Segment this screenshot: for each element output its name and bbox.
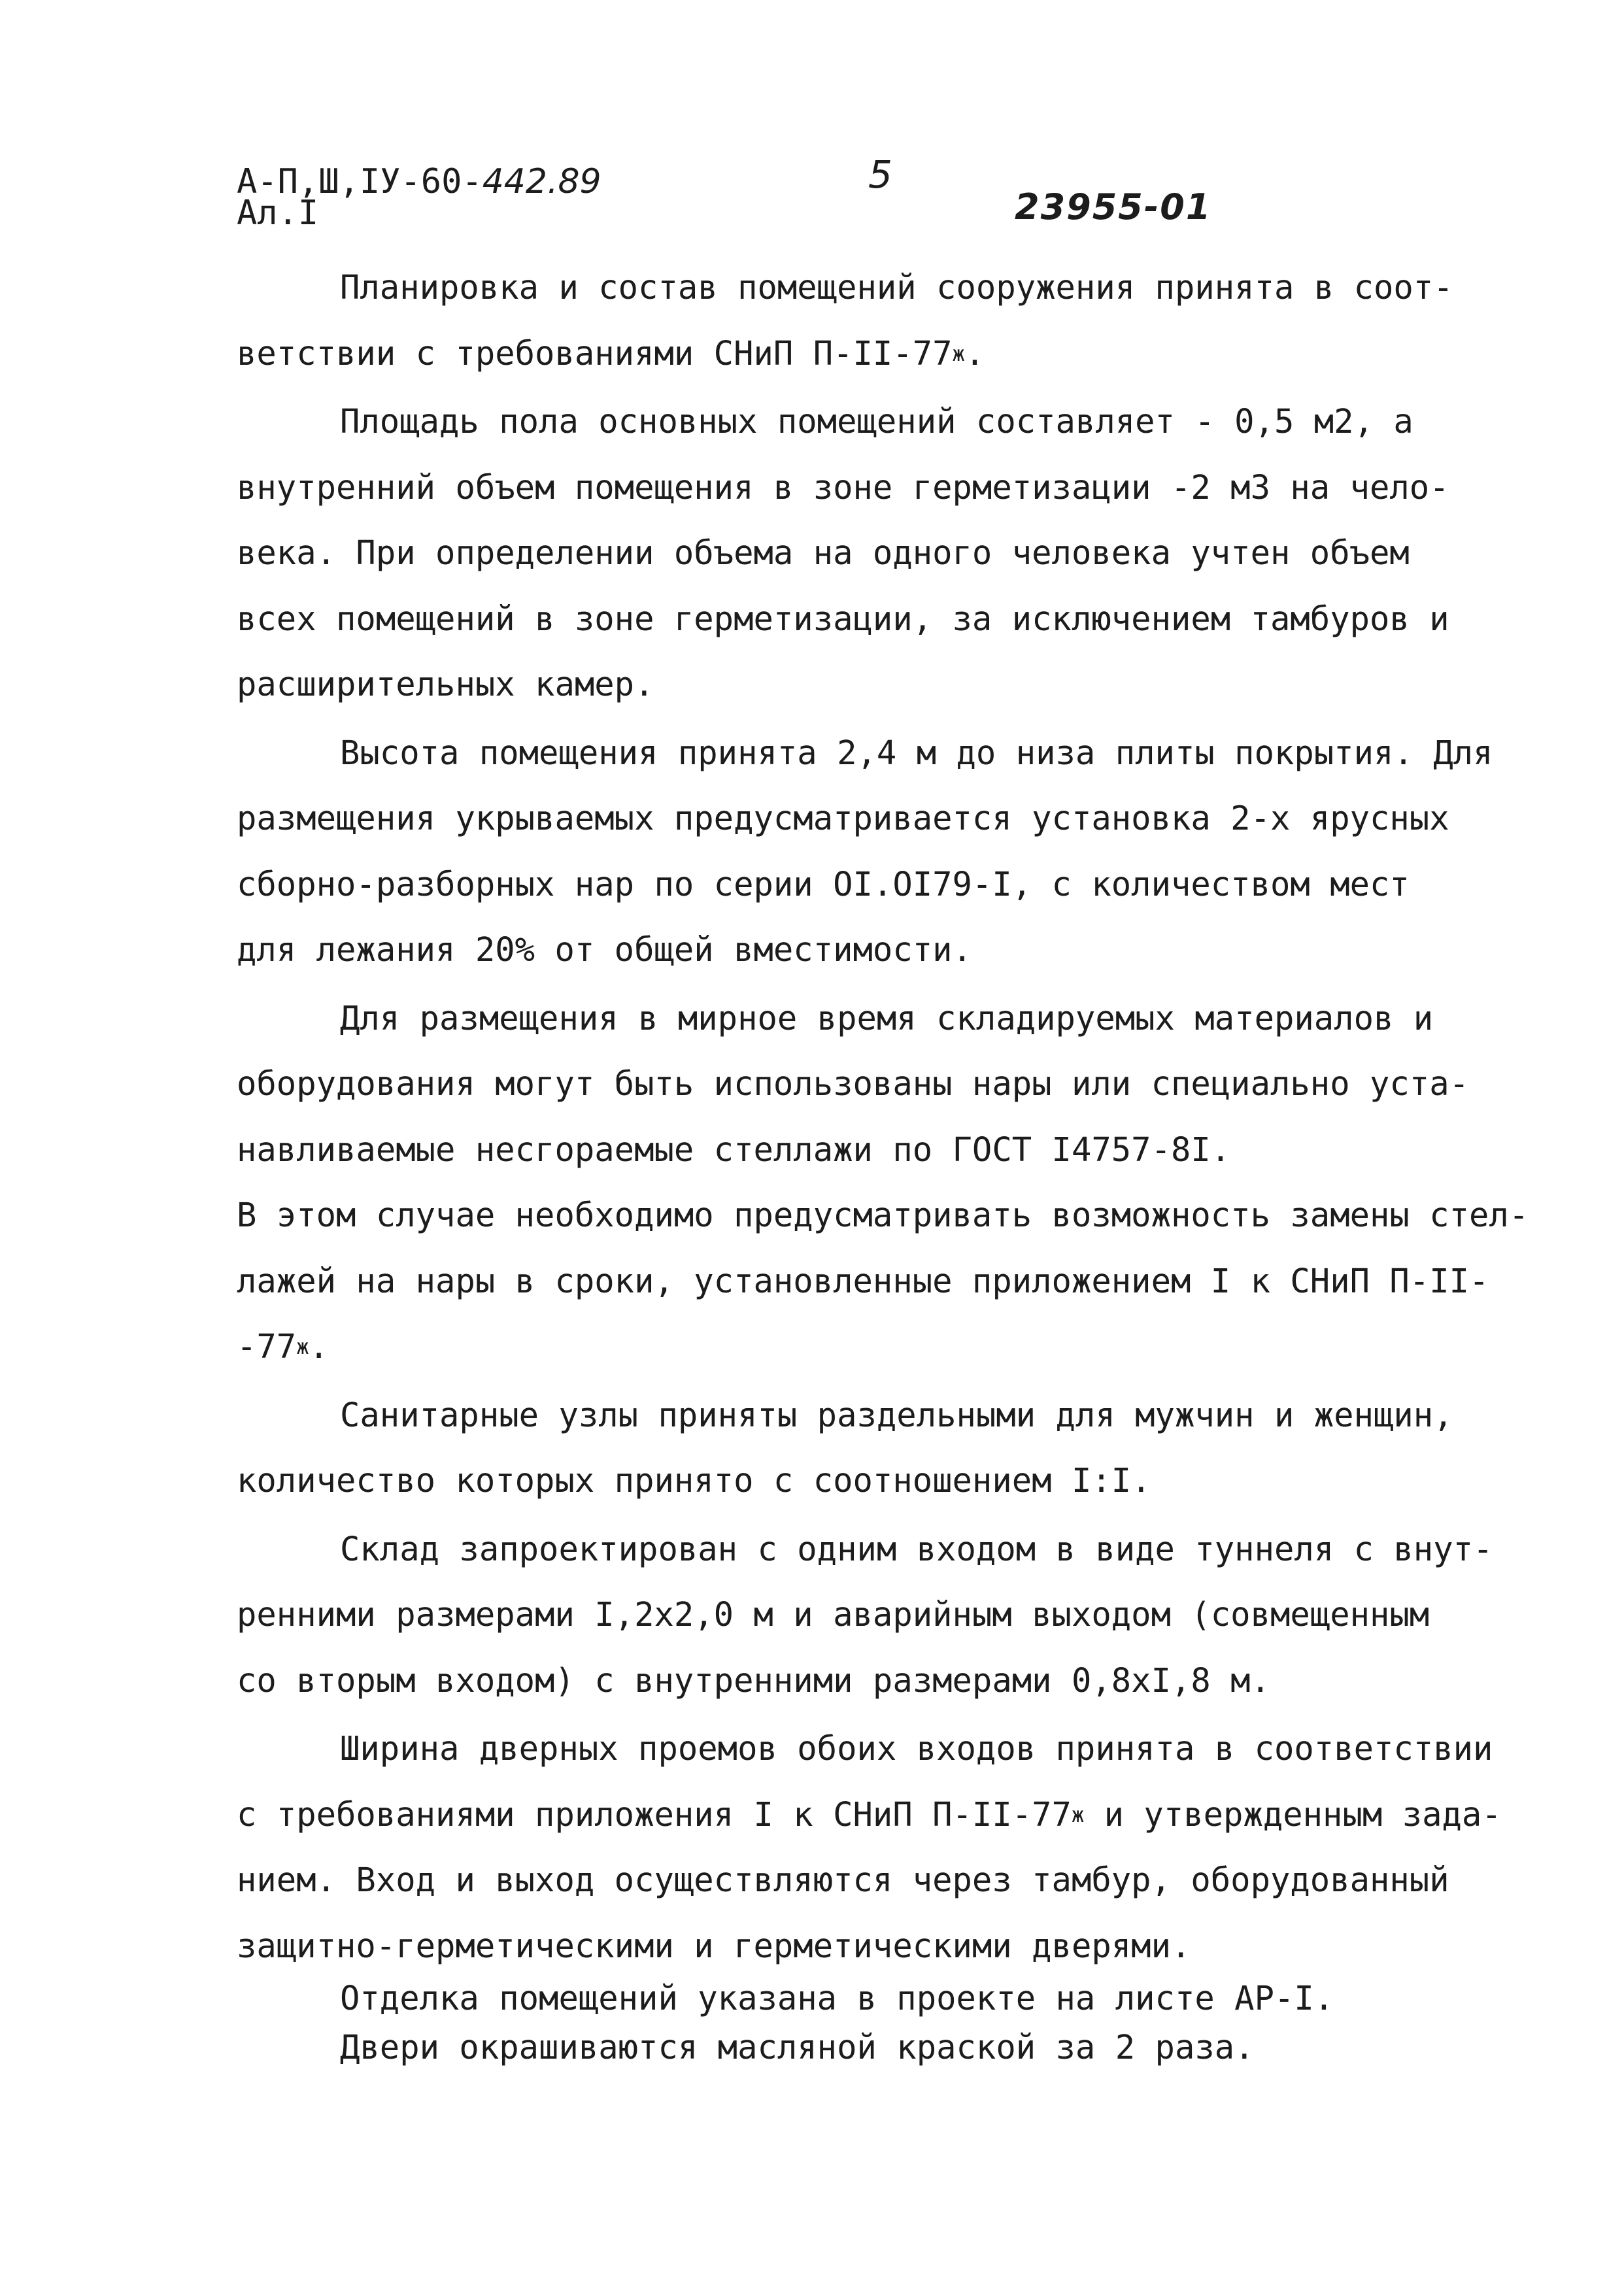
text-line <box>237 786 1538 852</box>
line-text: лажей на нары в сроки, установленные приложением I к СНиП П-II- <box>237 1261 1489 1300</box>
line-text: с требованиями приложения I к СНиП П-II-77 <box>237 1795 1072 1834</box>
text-line <box>237 917 1538 983</box>
line-text: Двери окрашиваются масляной краской за 2 раза. <box>340 2028 1255 2066</box>
line-text: оборудования могут быть использованы нары или специально уста- <box>237 1064 1470 1103</box>
line-text: количество которых принято с соотношением I:I. <box>237 1461 1151 1500</box>
line-text: защитно-герметическими и герметическими дверями. <box>237 1926 1191 1965</box>
line-text: всех помещений в зоне герметизации, за исключением тамбуров и <box>237 599 1449 638</box>
text-line <box>237 321 1538 387</box>
document-code-prefix: А-П,Ш,IУ-60- <box>237 162 482 201</box>
paragraph <box>237 720 1538 983</box>
line-text: сборно-разборных нар по серии OI.OI79-I, с количеством мест <box>237 864 1410 903</box>
text-line <box>237 1117 1538 1183</box>
line-text: -77 <box>237 1327 297 1366</box>
line-text-tail: . <box>964 333 985 373</box>
line-text: навливаемые несгораемые стеллажи по ГОСТ I4757-8I. <box>237 1130 1231 1169</box>
paragraph <box>237 255 1538 386</box>
line-text: Площадь пола основных помещений составляет - 0,5 м2, а <box>340 402 1413 441</box>
line-text: нием. Вход и выход осуществляются через тамбур, оборудованный <box>237 1861 1449 1899</box>
document-body <box>237 255 1538 2074</box>
line-text: размещения укрываемых предусматривается установка 2-х ярусных <box>237 799 1449 837</box>
text-line <box>237 1582 1538 1648</box>
text-line <box>237 1782 1538 1848</box>
line-text: со вторым входом) с внутренними размерами 0,8xI,8 м. <box>237 1661 1270 1700</box>
line-text-tail: и утвержденным зада- <box>1084 1795 1502 1834</box>
text-line <box>237 1448 1538 1514</box>
text-line <box>237 1847 1538 1914</box>
text-line <box>237 1974 1538 2023</box>
line-text: для лежания 20% от общей вместимости. <box>237 930 972 969</box>
line-text: Планировка и состав помещений сооружения принята в соот- <box>340 268 1453 307</box>
text-line <box>237 1183 1538 1249</box>
line-text: Санитарные узлы приняты раздельными для мужчин и женщин, <box>340 1395 1453 1434</box>
paragraph <box>237 986 1538 1380</box>
text-line <box>237 986 1538 1052</box>
line-text: ренними размерами I,2x2,0 м и аварийным выходом (совмещенным <box>237 1595 1430 1634</box>
line-text: внутренний объем помещения в зоне герметизации -2 м3 на чело- <box>237 467 1449 507</box>
paragraph <box>237 1517 1538 1714</box>
paragraph <box>237 389 1538 718</box>
document-number: 23955-01 <box>1015 186 1212 228</box>
text-line <box>237 1648 1538 1714</box>
text-line <box>237 652 1538 718</box>
text-line <box>237 720 1538 786</box>
superscript-mark: ж <box>952 341 965 366</box>
superscript-mark: ж <box>296 1334 309 1359</box>
text-line <box>237 1716 1538 1782</box>
text-line <box>237 1383 1538 1449</box>
paragraph <box>237 1716 1538 1979</box>
text-line <box>237 2023 1538 2072</box>
text-line <box>237 586 1538 652</box>
text-line <box>237 1517 1538 1583</box>
line-text: ветствии с требованиями СНиП П-II-77 <box>237 333 953 373</box>
text-line <box>237 389 1538 455</box>
line-text: века. При определении объема на одного человека учтен объем <box>237 533 1410 572</box>
paragraph <box>237 1974 1538 2072</box>
text-line <box>237 852 1538 918</box>
text-line <box>237 520 1538 586</box>
line-text: Ширина дверных проемов обоих входов принята в соответствии <box>340 1729 1493 1768</box>
superscript-mark: ж <box>1071 1802 1085 1827</box>
line-text: Склад запроектирован с одним входом в виде туннеля с внут- <box>340 1529 1493 1568</box>
text-line <box>237 1914 1538 1980</box>
line-text: Высота помещения принята 2,4 м до низа плиты покрытия. Для <box>340 733 1493 772</box>
line-text: расширительных камер. <box>237 665 654 703</box>
line-text: В этом случае необходимо предусматривать возможность замены стел- <box>237 1196 1529 1234</box>
text-line <box>237 1249 1538 1315</box>
text-line <box>237 1051 1538 1117</box>
document-code-suffix: 442.89 <box>482 162 601 201</box>
sheet-label: Ал.I <box>237 194 319 233</box>
page-number: 5 <box>868 152 892 197</box>
line-text-tail: . <box>309 1327 329 1366</box>
text-line <box>237 255 1538 321</box>
text-line <box>237 455 1538 521</box>
text-line <box>237 1314 1538 1380</box>
line-text: Для размещения в мирное время складируемых материалов и <box>340 998 1434 1037</box>
line-text: Отделка помещений указана в проекте на листе АР-I. <box>340 1979 1334 2017</box>
paragraph <box>237 1383 1538 1514</box>
